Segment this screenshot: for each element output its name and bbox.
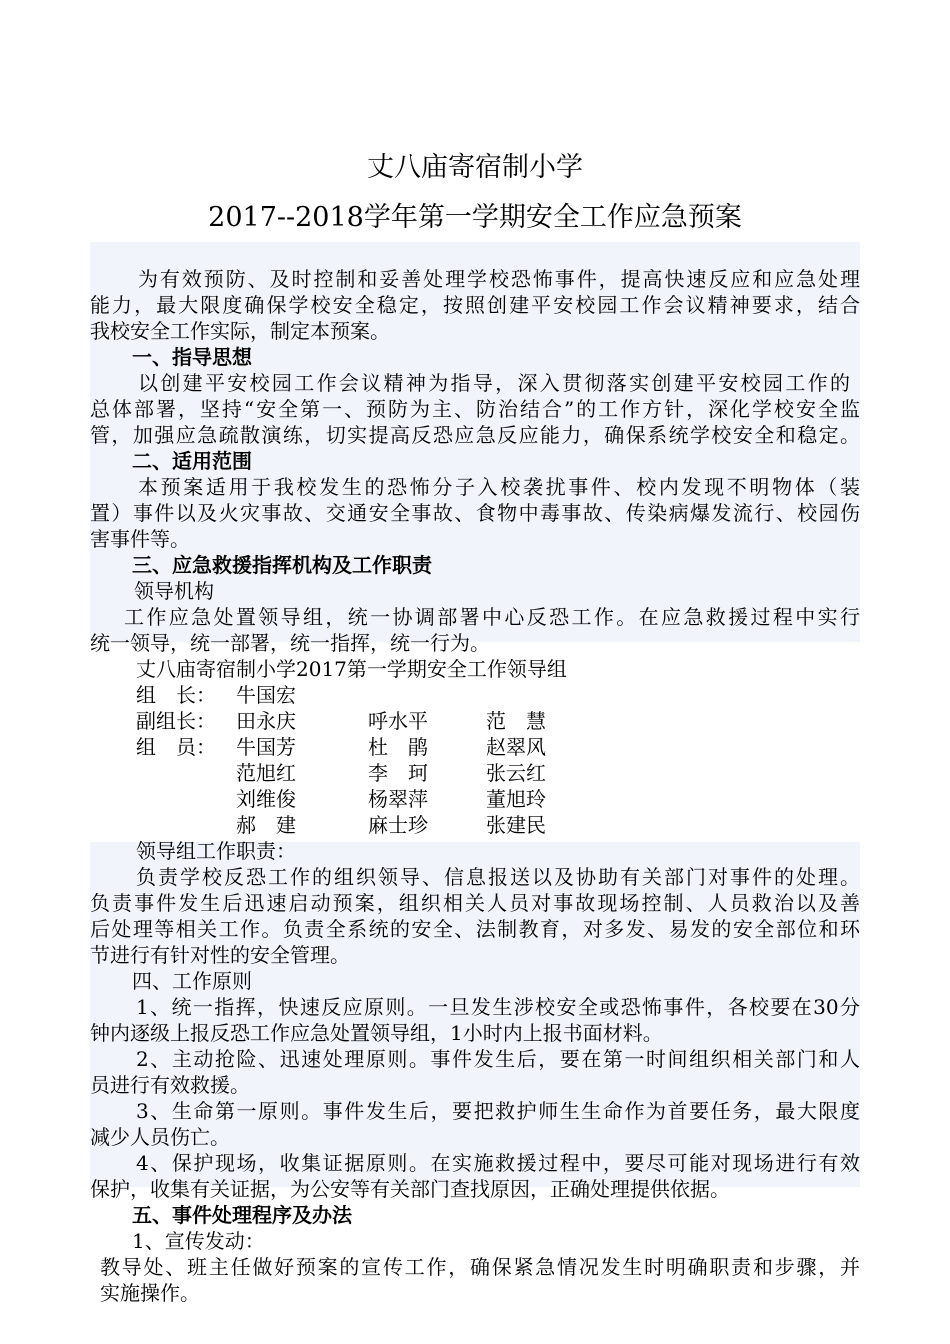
intro-line: 我校安全工作实际，制定本预案。 (90, 319, 390, 343)
member-name: 张建民 (486, 813, 546, 837)
duty-line: 负责学校反恐工作的组织领导、信息报送以及协助有关部门对事件的处理。 (136, 865, 860, 889)
scope-line: 置）事件以及火灾事故、交通安全事故、食物中毒事故、传染病爆发流行、校园伤 (90, 501, 860, 525)
leader-name: 牛国宏 (236, 683, 296, 707)
intro-line: 为有效预防、及时控制和妥善处理学校恐怖事件，提高快速反应和应急处理 (138, 267, 860, 291)
publicity-line: 实施操作。 (100, 1281, 200, 1305)
duty-label: 领导组工作职责： (136, 839, 296, 863)
member-name: 牛国芳 (236, 735, 296, 759)
member-name: 郝 建 (236, 813, 296, 837)
document-title: 丈八庙寄宿制小学 (367, 152, 583, 183)
member-name: 田永庆 (236, 709, 296, 733)
principle-line: 减少人员伤亡。 (90, 1125, 230, 1149)
member-name: 麻士珍 (368, 813, 428, 837)
group-title: 丈八庙寄宿制小学2017第一学期安全工作领导组 (136, 657, 567, 681)
member-name: 范 慧 (486, 709, 546, 733)
principle-line: 员进行有效救援。 (90, 1073, 250, 1097)
leadership-line: 工作应急处置领导组，统一协调部署中心反恐工作。在应急救援过程中实行 (124, 605, 860, 629)
principle-line: 3、生命第一原则。事件发生后，要把救护师生生命作为首要任务，最大限度 (136, 1099, 860, 1123)
member-name: 杨翠萍 (368, 787, 428, 811)
principle-line: 4、保护现场，收集证据原则。在实施救援过程中，要尽可能对现场进行有效 (136, 1151, 860, 1175)
member-name: 范旭红 (236, 761, 296, 785)
member-label: 组 员： (136, 735, 216, 759)
publicity-line: 教导处、班主任做好预案的宣传工作，确保紧急情况发生时明确职责和步骤，并 (100, 1255, 860, 1279)
section-heading-command: 三、应急救援指挥机构及工作职责 (132, 553, 432, 577)
principle-line: 保护，收集有关证据，为公安等有关部门查找原因，正确处理提供依据。 (90, 1177, 730, 1201)
duty-line: 后处理等相关工作。负责全系统的安全、法制教育，对多发、易发的安全部位和环 (90, 917, 860, 941)
intro-line: 能力，最大限度确保学校安全稳定，按照创建平安校园工作会议精神要求，结合 (90, 293, 860, 317)
section-heading-scope: 二、适用范围 (132, 449, 252, 473)
document-subtitle: 2017--2018学年第一学期安全工作应急预案 (208, 202, 742, 233)
member-name: 董旭玲 (486, 787, 546, 811)
guidance-line: 管，加强应急疏散演练，切实提高反恐应急反应能力，确保系统学校安全和稳定。 (90, 423, 860, 447)
section-heading-procedure: 五、事件处理程序及办法 (132, 1203, 352, 1227)
section-heading-guidance: 一、指导思想 (132, 345, 252, 369)
subheading-leadership: 领导机构 (134, 579, 214, 603)
member-name: 杜 鹃 (368, 735, 428, 759)
member-name: 刘维俊 (236, 787, 296, 811)
scope-line: 害事件等。 (90, 527, 190, 551)
scope-line: 本预案适用于我校发生的恐怖分子入校袭扰事件、校内发现不明物体（装 (138, 475, 860, 499)
principle-line: 1、统一指挥，快速反应原则。一旦发生涉校安全或恐怖事件，各校要在30分 (136, 995, 860, 1019)
principle-line: 钟内逐级上报反恐工作应急处置领导组，1小时内上报书面材料。 (90, 1021, 663, 1045)
subheading-publicity: 1、宣传发动： (132, 1229, 265, 1253)
duty-line: 节进行有针对性的安全管理。 (90, 943, 350, 967)
section-heading-principles: 四、工作原则 (132, 969, 252, 993)
guidance-line: 以创建平安校园工作会议精神为指导，深入贯彻落实创建平安校园工作的 (138, 371, 850, 395)
leadership-line: 统一领导，统一部署，统一指挥，统一行为。 (90, 631, 490, 655)
member-name: 李 珂 (368, 761, 428, 785)
member-name: 张云红 (486, 761, 546, 785)
guidance-line: 总体部署，坚持“安全第一、预防为主、防治结合”的工作方针，深化学校安全监 (90, 397, 860, 421)
vice-label: 副组长： (136, 709, 216, 733)
member-name: 赵翠风 (486, 735, 546, 759)
principle-line: 2、主动抢险、迅速处理原则。事件发生后，要在第一时间组织相关部门和人 (136, 1047, 860, 1071)
leader-label: 组 长： (136, 683, 216, 707)
member-name: 呼水平 (368, 709, 428, 733)
duty-line: 负责事件发生后迅速启动预案，组织相关人员对事故现场控制、人员救治以及善 (90, 891, 860, 915)
